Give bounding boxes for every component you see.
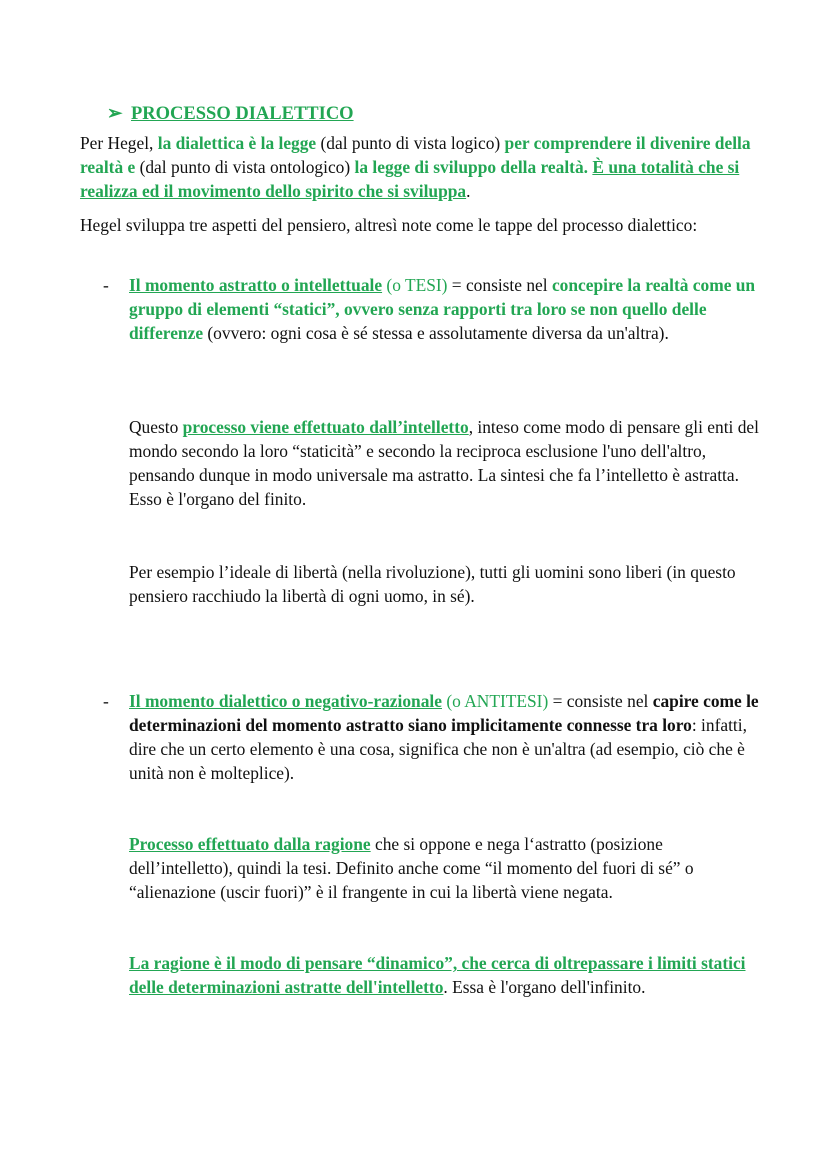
intro-paragraph — [80, 131, 760, 203]
item-text: = consiste nel — [548, 691, 653, 711]
bullet-dash: - — [103, 275, 109, 295]
intro-text: (dal punto di vista logico) — [316, 133, 505, 153]
item-text: , inteso come modo di pensare gli enti del mondo secondo la loro “staticità” e secondo la reciproca esclusione l'uno dell'altro, pensando dunque in modo universale ma astratto. La sintesi che fa l’intelletto è astratta. Esso è l'organo del finito. — [129, 417, 759, 509]
item-highlight: concepire la realtà come un gruppo di elementi “statici”, ovvero senza rapporti tra loro se non quello delle differenze — [129, 275, 756, 343]
item-text: . Essa è l'organo dell'infinito. — [443, 977, 646, 997]
item-text: : infatti, dire che un certo elemento è una cosa, significa che non è un'altra (ad esempio, ciò che è unità non è molteplice). — [129, 715, 747, 783]
item-text: Questo — [129, 417, 183, 437]
item-text: = consiste nel — [447, 275, 552, 295]
intro-text: Per Hegel, — [80, 133, 158, 153]
item-tag: (o ANTITESI) — [441, 691, 549, 711]
intro-highlight: la dialettica è la legge — [157, 133, 317, 153]
list-item-antithesis — [129, 689, 759, 785]
antithesis-paragraph-2 — [129, 832, 759, 904]
item-text: che si oppone e nega l‘astratto (posizione dell’intelletto), quindi la tesi. Definito anche come “il momento del fuori di sé” o “alienazione (uscir fuori)” è il frangente in cui la libertà viene negata. — [129, 834, 694, 902]
item-underlined-highlight: La ragione è il modo di pensare “dinamico”, che cerca di oltrepassare i limiti statici delle determinazioni astratte dell'intelletto — [129, 953, 746, 997]
intro-text: . — [466, 181, 471, 201]
heading-title: PROCESSO DIALETTICO — [131, 104, 354, 124]
item-title: Il momento astratto o intellettuale — [129, 275, 383, 295]
thesis-paragraph-3: Per esempio l’ideale di libertà (nella rivoluzione), tutti gli uomini sono liberi (in questo pensiero racchiudo la libertà di ogni uomo, in sé). — [129, 562, 736, 606]
lead-paragraph: Hegel sviluppa tre aspetti del pensiero, altresì note come le tappe del processo dialettico: — [80, 215, 698, 235]
item-title: Il momento dialettico o negativo-razionale — [129, 691, 442, 711]
item-text: (ovvero: ogni cosa è sé stessa e assolutamente diversa da un'altra). — [203, 323, 669, 343]
section-heading — [107, 102, 354, 126]
bullet-dash: - — [103, 691, 109, 711]
item-bold: capire come le determinazioni del momento astratto siano implicitamente connesse tra loro — [129, 691, 759, 735]
intro-underlined-highlight: È una totalità che si realizza ed il movimento dello spirito che si sviluppa — [80, 157, 740, 201]
thesis-paragraph-2 — [129, 415, 759, 511]
intro-text: (dal punto di vista ontologico) — [135, 157, 355, 177]
antithesis-paragraph-3 — [129, 951, 759, 999]
arrow-icon: ➢ — [107, 104, 123, 124]
intro-highlight: la legge di sviluppo della realtà. — [354, 157, 589, 177]
list-item-thesis — [129, 273, 759, 345]
item-underlined-highlight: processo viene effettuato dall’intelletto — [182, 417, 469, 437]
item-underlined-highlight: Processo effettuato dalla ragione — [129, 834, 371, 854]
intro-highlight: per comprendere il divenire della realtà e — [80, 133, 751, 177]
item-tag: (o TESI) — [382, 275, 448, 295]
